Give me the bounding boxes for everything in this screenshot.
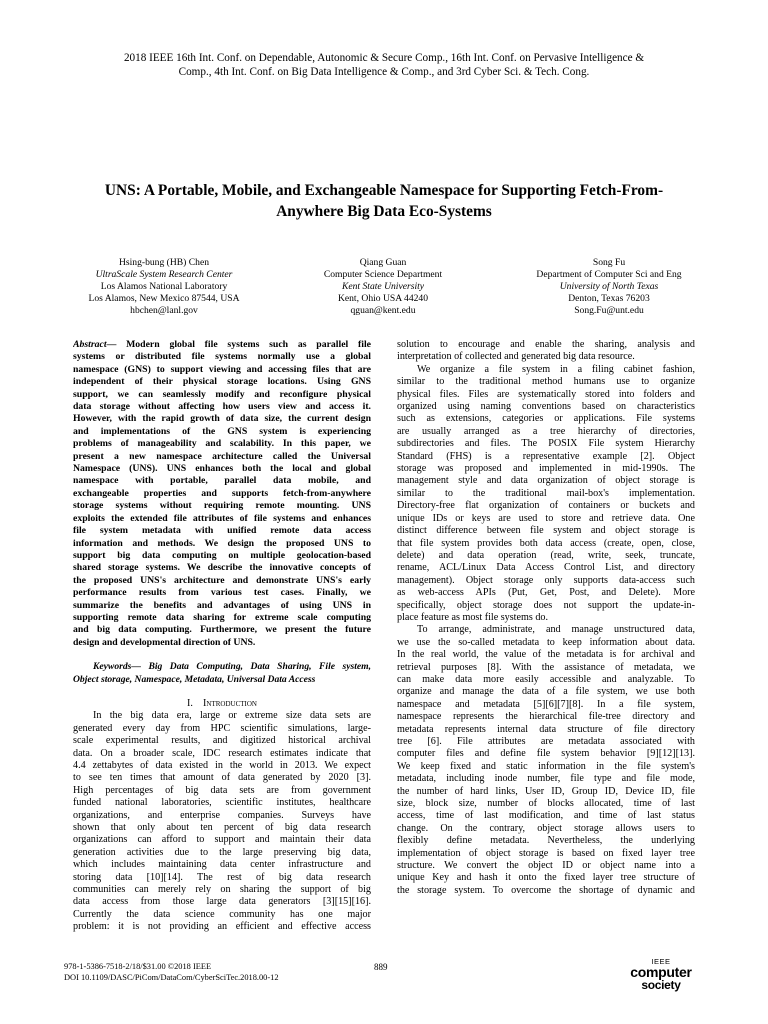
paper-title: [64, 180, 704, 222]
author-block-1: [49, 257, 279, 317]
abstract-line: namespace with portable, parallel data mobile, and: [73, 475, 371, 487]
text-line: namespace and metadata [5][6][7][8]. In a file system,: [397, 698, 695, 710]
abstract-line: summarize the benefits and advantages of using UNS in: [73, 599, 371, 611]
abstract-line: support big data computing on multiple geolocation-based: [73, 549, 371, 561]
author-name: Qiang Guan: [359, 257, 407, 268]
text-line: generated every day from HPC scientific simulations, large-: [73, 722, 371, 734]
text-line: metadata represents internal data structure of file directory: [397, 723, 695, 735]
abstract-line: problems of manageability and scalability. In this paper, we: [73, 438, 371, 450]
text-line: Standard (FHS) is a representative example [2]. Object: [397, 450, 695, 462]
author-block-3: [494, 257, 724, 317]
copyright-footer: [64, 962, 279, 983]
paragraph: [397, 339, 695, 364]
author-address: Los Alamos, New Mexico 87544, USA: [88, 293, 240, 305]
abstract-line: exchangeable properties and supports fetch-from-anywhere: [73, 487, 371, 499]
isbn-line: 978-1-5386-7518-2/18/$31.00 ©2018 IEEE: [64, 962, 212, 971]
text-line: the storage system. To overcome the shortage of dynamic and: [397, 884, 695, 896]
abstract-line: performance results from various test cases. Finally, we: [73, 587, 371, 599]
abstract-text: Modern global file systems such as parallel file: [126, 339, 371, 350]
abstract-line: exploits the extended file attributes of file systems and enhances: [73, 512, 371, 524]
abstract-line: storage systems without requiring remote mounting. UNS: [73, 500, 371, 512]
conference-line-2: Comp., 4th Int. Conf. on Big Data Intelligence & Comp., and 3rd Cyber Sci. & Tech. Cong.: [178, 65, 590, 78]
text-line: management style and data organization of object storage is: [397, 475, 695, 487]
text-line: metadata, including inode number, file type and file mode,: [397, 773, 695, 785]
text-line: namespace represents the hierarchical file-tree directory and: [397, 711, 695, 723]
paragraph: [397, 364, 695, 625]
text-line: delete) and data operation (read, write, seek, truncate,: [397, 549, 695, 561]
author-affiliation: Department of Computer Sci and Eng: [536, 269, 682, 281]
text-line: distinct difference between file system and object storage is: [397, 525, 695, 537]
abstract-line: support, we can seamlessly modify and reconfigure physical: [73, 388, 371, 400]
author-name: Hsing-bung (HB) Chen: [118, 257, 210, 268]
abstract-line: data storage without affecting how users view and access it.: [73, 401, 371, 413]
keywords-label: Keywords—: [93, 661, 141, 673]
text-line: structure. We convert the object ID or object name into a: [397, 860, 695, 872]
text-line: change. On the contrary, object storage allows users to: [397, 822, 695, 834]
keywords-line: [73, 661, 371, 673]
logo-society: society: [641, 978, 681, 992]
text-line: subdirectories and files. The POSIX File system Hierarchy: [397, 438, 695, 450]
conference-header: [64, 52, 704, 79]
text-line: generation activities due to the large preserving big data,: [73, 846, 371, 858]
conference-line-1: 2018 IEEE 16th Int. Conf. on Dependable, Autonomic & Secure Comp., 16th Int. Conf. on Pervasive Intelligence &: [123, 52, 645, 64]
abstract-line: information and methods. We design the proposed UNS to: [73, 537, 371, 549]
text-line: computer files and define file system behavior [9][12][13].: [397, 748, 695, 760]
text-line: We organize a file system in a filing cabinet fashion,: [417, 363, 695, 375]
abstract-line: namespace (GNS) to support viewing and accessing files that are: [73, 363, 371, 375]
text-line: data. On a broader scale, IDC research estimates indicate that: [73, 747, 371, 759]
text-line: scale experimental results, and digitized historical archival: [73, 735, 371, 747]
text-line: storing data [10][14]. The rest of big data research: [73, 871, 371, 883]
text-line: we use the so-called metadata to keep information about data.: [397, 636, 695, 648]
title-line-2: Anywhere Big Data Eco-Systems: [276, 203, 492, 220]
text-line: problem: it is not providing an efficient and effective access: [73, 921, 371, 933]
text-line: In the real world, the value of the metadata is for archival and: [397, 649, 695, 661]
abstract-line: shared storage systems. We describe the innovative concepts of: [73, 562, 371, 574]
abstract-line: independent of their physical storage locations. Using GNS: [73, 376, 371, 388]
text-line: tree [6]. File attributes are metadata associated with: [397, 736, 695, 747]
logo-computer: computer: [630, 964, 692, 980]
abstract-line: and big data computing. Furthermore, we present the future: [73, 624, 371, 636]
text-line: storage was proposed and implemented in mid-1990s. The: [397, 463, 695, 475]
text-line: which includes maintaining data center infrastructure and: [73, 859, 371, 871]
text-line: the number of hard links, User ID, Group ID, Device ID, file: [397, 785, 695, 797]
author-affiliation: Kent State University: [341, 281, 425, 293]
keywords-text: Big Data Computing, Data Sharing, File system,: [148, 661, 371, 673]
author-address: Kent, Ohio USA 44240: [337, 293, 429, 305]
paragraph: [397, 624, 695, 897]
text-line: similar to the traditional mail-box's implementation.: [397, 487, 695, 499]
author-email: Song.Fu@unt.edu: [574, 305, 644, 317]
abstract: [73, 339, 371, 649]
text-line: In the big data era, large or extreme size data sets are: [93, 710, 371, 722]
text-line: Directory-free flat organization of containers or buckets and: [397, 500, 695, 512]
right-column: [397, 339, 695, 897]
author-affiliation: University of North Texas: [559, 281, 659, 293]
abstract-line: the proposed UNS's architecture and demonstrate UNS's early: [73, 574, 371, 586]
text-line: data access from those large data generators [3][15][16].: [73, 896, 371, 908]
abstract-label: Abstract: [73, 339, 107, 350]
author-address: Denton, Texas 76203: [568, 293, 650, 305]
text-line: specifically, object storage does not support the update-in-: [397, 599, 695, 611]
text-line: similar to the traditional method humans use to organize: [397, 376, 695, 388]
section-title: Introduction: [203, 697, 257, 709]
text-line: that file system provides both data access (create, open, close,: [397, 537, 695, 549]
author-affiliation: Los Alamos National Laboratory: [100, 281, 228, 293]
abstract-line: file system metadata with unified remote data access: [73, 525, 371, 537]
text-line: interpretation of collected and generated big data resource.: [397, 351, 635, 363]
author-email: hbchen@lanl.gov: [130, 305, 198, 317]
abstract-line: supporting remote data sharing for extreme scale computing: [73, 611, 371, 623]
text-line: organizations, and enterprise companies. Surveys have: [73, 809, 371, 821]
abstract-dash: —: [106, 339, 117, 350]
left-column: [73, 339, 371, 934]
text-line: as web-access APIs (Put, Get, Post, and Delete). More: [397, 587, 695, 599]
text-line: unique IDs or keys are used to store and retrieve data. One: [397, 512, 695, 524]
abstract-line: [73, 339, 371, 351]
text-line: communities can merely rely on sharing the support of big: [73, 884, 371, 896]
abstract-line: present a new namespace architecture called the Universal: [73, 450, 371, 462]
author-affiliation: UltraScale System Research Center: [95, 269, 233, 281]
text-line: solution to encourage and enable the sharing, analysis and: [397, 339, 695, 350]
author-name: Song Fu: [592, 257, 626, 268]
text-line: place feature as most file systems do.: [397, 611, 548, 623]
text-line: organize and manage the data of a file system, we use both: [397, 686, 695, 698]
text-line: such as extensions, categories or applications. File systems: [397, 413, 695, 425]
text-line: access, time of last modification, and time of last status: [397, 810, 695, 822]
text-line: organizations can afford to support and maintain their data: [73, 834, 371, 846]
author-block-2: [268, 257, 498, 317]
text-line: flexibly define metadata. Nevertheless, the underlying: [397, 835, 695, 847]
intro-paragraph: [73, 710, 371, 933]
text-line: physical files. Files are systematically stored into folders and: [397, 388, 695, 400]
text-line: High percentages of big data sets are from government: [73, 784, 371, 796]
text-line: funded national laboratories, scientific institutes, healthcare: [73, 797, 371, 809]
text-line: management). Object storage only supports data-access such: [397, 574, 695, 586]
text-line: unique Key and hash it onto the fixed layer tree structure of: [397, 872, 695, 884]
author-email: qguan@kent.edu: [350, 305, 416, 317]
text-line: organized using naming conventions based on characteristics: [397, 401, 695, 413]
text-line: implementation of object storage is based on fixed layer tree: [397, 847, 695, 859]
keywords-line: Object storage, Namespace, Metadata, Universal Data Access: [73, 673, 316, 685]
doi-line: DOI 10.1109/DASC/PiCom/DataCom/CyberSciTec.2018.00-12: [64, 972, 279, 982]
abstract-line: and implementations of the GNS system is experiencing: [73, 425, 371, 437]
abstract-line: systems or distributed file systems normally use a global: [73, 351, 371, 363]
section-number: I.: [187, 697, 193, 709]
text-line: size, block size, number of blocks allocated, time of last: [397, 798, 695, 810]
text-line: shown that only about ten percent of big data research: [73, 822, 371, 834]
text-line: to see ten times that amount of data generated by 2020 [3].: [73, 772, 371, 784]
abstract-line: Namespace (UNS). UNS enhances both the local and global: [73, 463, 371, 475]
text-line: To arrange, administrate, and manage unstructured data,: [417, 624, 695, 636]
text-line: can make data more easily accessible and analyzable. To: [397, 673, 695, 685]
section-heading-introduction: [73, 698, 371, 710]
abstract-line: However, with the rapid growth of data size, the current design: [73, 413, 371, 425]
text-line: We keep fixed and static information in the file system's: [397, 760, 695, 772]
logo-ieee: IEEE: [651, 957, 671, 966]
keywords: [73, 661, 371, 686]
text-line: are usually arranged as a tree hierarchy of directories,: [397, 425, 695, 437]
text-line: Currently the data science community has one major: [73, 908, 371, 920]
ieee-computer-society-logo: [616, 958, 706, 994]
author-affiliation: Computer Science Department: [323, 269, 443, 281]
title-line-1: UNS: A Portable, Mobile, and Exchangeable Namespace for Supporting Fetch-From-: [104, 182, 664, 199]
abstract-line: design and developmental direction of UNS.: [73, 636, 256, 648]
page-number: 889: [374, 962, 388, 972]
text-line: 4.4 zettabytes of data existed in the world in 2013. We expect: [73, 760, 371, 771]
text-line: retrieval purposes [8]. With the assistance of metadata, we: [397, 661, 695, 673]
text-line: rename, ACL/Linux Data Access Control List, and directory: [397, 562, 695, 574]
